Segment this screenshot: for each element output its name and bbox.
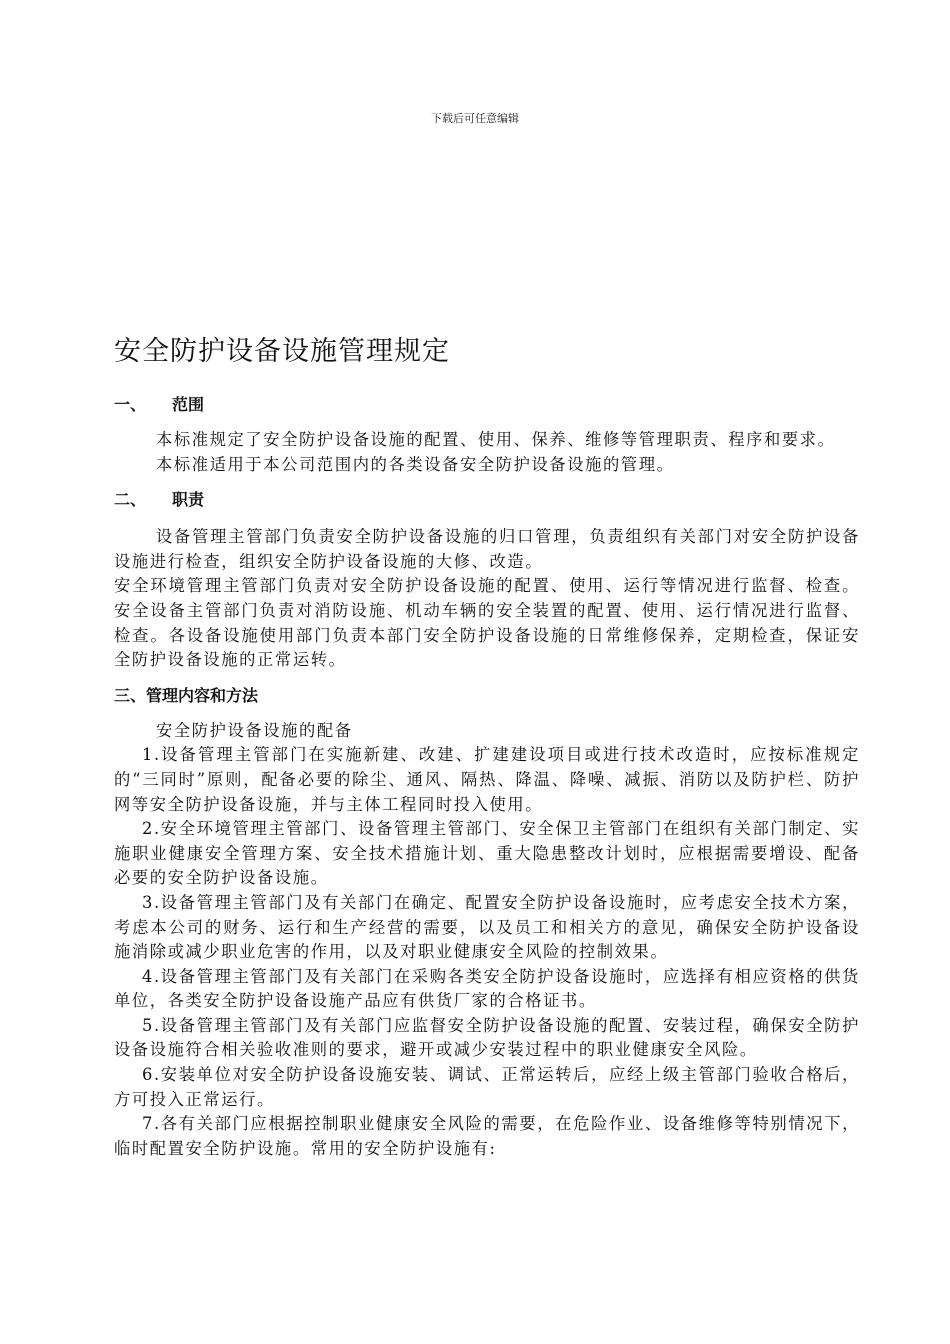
section-heading-management <box>114 685 860 707</box>
subsection-heading: 安全防护设备设施的配备 <box>156 720 353 740</box>
section-number: 三、 <box>114 685 147 705</box>
document-title: 安全防护设备设施管理规定 <box>114 336 450 367</box>
document-body <box>114 334 860 1161</box>
list-item: 6.安装单位对安全防护设备设施安装、调试、正常运转后，应经上级主管部门验收合格后，方可投入正常运行。 <box>114 1065 860 1109</box>
list-item: 7.各有关部门应根据控制职业健康安全风险的需要，在危险作业、设备维修等特别情况下，临时配置安全防护设施。常用的安全防护设施有: <box>114 1114 860 1158</box>
list-item: 4.设备管理主管部门及有关部门在采购各类安全防护设备设施时，应选择有相应资格的供货单位，各类安全防护设备设施产品应有供货厂家的合格证书。 <box>114 966 860 1011</box>
paragraph: 设备管理主管部门负责安全防护设备设施的归口管理，负责组织有关部门对安全防护设备设施进行检查，组织安全防护设备设施的大修、改造。 <box>114 527 860 571</box>
section-title: 职责 <box>172 490 205 510</box>
section-number: 二、 <box>114 490 147 510</box>
section-heading-duties <box>114 489 860 511</box>
list-item: 2.安全环境管理主管部门、设备管理主管部门、安全保卫主管部门在组织有关部门制定、实施职业健康安全管理方案、安全技术措施计划、重大隐患整改计划时，应根据需要增设、配备必要的安全防护设备设施。 <box>114 819 860 888</box>
section-body-management <box>114 719 860 1162</box>
section-heading-scope <box>114 394 860 416</box>
list-item: 1.设备管理主管部门在实施新建、改建、扩建建设项目或进行技术改造时，应按标准规定的“三同时”原则，配备必要的除尘、通风、隔热、降温、降噪、减振、消防以及防护栏、防护网等安全防护设备设施，并与主体工程同时投入使用。 <box>114 745 860 814</box>
list-item: 3.设备管理主管部门及有关部门在确定、配置安全防护设备设施时，应考虑安全技术方案，考虑本公司的财务、运行和生产经营的需要，以及员工和相关方的意见，确保安全防护设备设施消除或减少职业危害的作用，以及对职业健康安全风险的控制效果。 <box>114 892 860 962</box>
paragraph: 安全环境管理主管部门负责对安全防护设备设施的配置、使用、运行等情况进行监督、检查。安全设备主管部门负责对消防设施、机动车辆的安全装置的配置、使用、运行情况进行监督、检查。各设备设施使用部门负责本部门安全防护设备设施的日常维修保养，定期检查，保证安全防护设备设施的正常运转。 <box>114 576 860 670</box>
section-number: 一、 <box>114 395 147 414</box>
section-title: 管理内容和方法 <box>146 685 259 705</box>
section-body-duties <box>114 525 860 673</box>
section-body-scope <box>114 428 860 477</box>
section-title: 范围 <box>172 395 205 414</box>
page-header-note: 下载后可任意编辑 <box>431 112 519 125</box>
paragraph: 本标准规定了安全防护设备设施的配置、使用、保养、维修等管理职责、程序和要求。 <box>156 430 836 449</box>
list-item: 5.设备管理主管部门及有关部门应监督安全防护设备设施的配置、安装过程，确保安全防护设备设施符合相关验收准则的要求，避开或减少安装过程中的职业健康安全风险。 <box>114 1015 860 1060</box>
paragraph: 本标准适用于本公司范围内的各类设备安全防护设备设施的管理。 <box>156 454 675 474</box>
